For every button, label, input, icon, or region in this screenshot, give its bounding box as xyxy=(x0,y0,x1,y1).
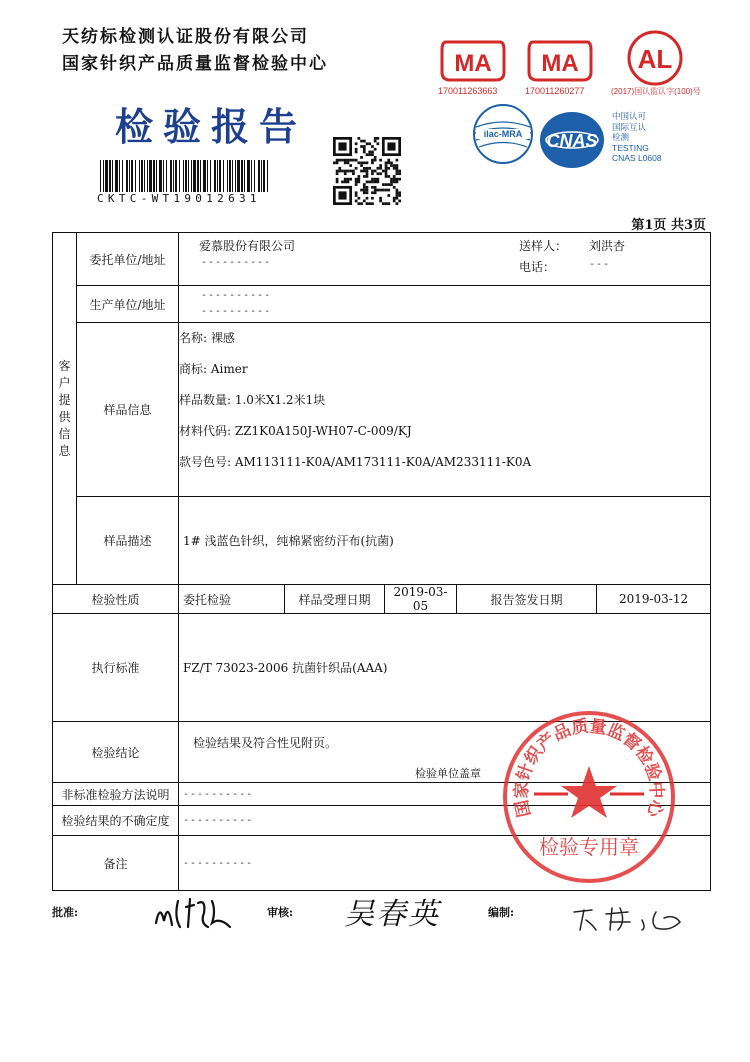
report-title: 检验报告 xyxy=(115,104,308,149)
client-group-char: 提 xyxy=(58,392,71,407)
sample-quantity: 样品数量: 1.0米X1.2米1块 xyxy=(179,393,326,407)
remarks-label: 备注 xyxy=(53,836,179,891)
producer-label: 生产单位/地址 xyxy=(77,286,179,323)
sample-desc-row xyxy=(53,497,711,585)
phone-label: 电话： xyxy=(519,260,556,274)
receipt-date-label: 样品受理日期 xyxy=(285,585,385,614)
approver-signature xyxy=(150,893,238,933)
standard-row xyxy=(53,614,711,722)
remarks-value: ---------- xyxy=(179,836,711,891)
review-label: 审核: xyxy=(267,906,294,919)
client-group-char: 信 xyxy=(58,426,71,441)
cnas-caption xyxy=(612,111,662,164)
producer-line-2: ---------- xyxy=(201,306,272,317)
cnas-caption-line: TESTING xyxy=(612,142,649,153)
reviewer-signature xyxy=(338,890,458,934)
receipt-date: 2019-03-05 xyxy=(385,585,457,614)
seal-bottom-text: 检验专用章 xyxy=(539,835,639,859)
nonstandard-label: 非标准检验方法说明 xyxy=(53,783,179,806)
client-value-cell xyxy=(179,233,711,286)
sample-info-label: 样品信息 xyxy=(77,323,179,497)
sample-brand: 商标: Aimer xyxy=(179,362,248,376)
cnas-logo xyxy=(538,110,608,170)
conclusion-value: 检验结果及符合性见附页。 xyxy=(193,736,338,750)
standard-label: 执行标准 xyxy=(53,614,179,722)
client-group-label xyxy=(53,233,77,585)
nature-value: 委托检验 xyxy=(179,585,285,614)
client-group-char: 息 xyxy=(58,443,71,458)
nature-label: 检验性质 xyxy=(53,585,179,614)
issue-date: 2019-03-12 xyxy=(597,585,711,614)
client-group-char: 客 xyxy=(58,358,71,373)
qr-code xyxy=(333,137,401,205)
sender-label: 送样人： xyxy=(519,239,568,253)
cma-number-2: 170011260277 xyxy=(525,86,585,96)
client-group-text xyxy=(57,358,72,460)
cnas-caption-line: 国际互认 xyxy=(612,121,647,132)
issue-date-label: 报告签发日期 xyxy=(457,585,597,614)
seal-note: 检验单位盖章 xyxy=(415,767,481,780)
official-seal-stamp xyxy=(500,708,678,886)
sample-desc-label: 样品描述 xyxy=(77,497,179,585)
sender-value: 刘洪杏 xyxy=(589,239,626,253)
cal-logo xyxy=(625,28,685,88)
nonstandard-value: ---------- xyxy=(179,783,711,806)
page-indicator: 第1页 共3页 xyxy=(631,218,706,233)
client-label: 委托单位/地址 xyxy=(77,233,179,286)
client-group-char: 供 xyxy=(58,409,71,424)
barcode xyxy=(100,160,270,192)
sample-desc-value: 1# 浅蓝色针织，纯棉紧密纺汗布(抗菌) xyxy=(179,497,711,585)
cma-logo-2 xyxy=(527,38,593,82)
producer-value-cell xyxy=(179,286,711,323)
cma-number-1: 170011263663 xyxy=(438,86,498,96)
client-address: ---------- xyxy=(201,257,272,268)
phone-value: --- xyxy=(589,259,611,270)
client-group-char: 户 xyxy=(58,375,71,390)
cal-logo-text: AL xyxy=(637,44,673,74)
compiler-signature xyxy=(570,902,690,936)
sample-style: 款号色号: AM113111-K0A/AM173111-K0A/AM233111-K0A xyxy=(179,455,532,469)
cnas-caption-line: CNAS L0608 xyxy=(612,153,662,163)
cnas-text: CNAS xyxy=(546,131,598,151)
cal-number: (2017)国认监认字(100)号 xyxy=(611,87,701,96)
client-name: 爱慕股份有限公司 xyxy=(199,239,296,253)
ilac-mra-text: ilac-MRA xyxy=(483,129,523,139)
report-number: CKTC-WT19012631 xyxy=(97,192,261,205)
reviewer-signature-text: 吴春英 xyxy=(344,897,440,932)
sample-name: 名称: 裸感 xyxy=(179,331,235,345)
cnas-caption-line: 中国认可 xyxy=(612,111,647,121)
approve-label: 批准: xyxy=(52,906,79,919)
producer-row xyxy=(53,286,711,323)
standard-value: FZ/T 73023-2006 抗菌针织品(AAA) xyxy=(179,614,711,722)
cma-logo-1-text: MA xyxy=(454,50,492,77)
conclusion-label: 检验结论 xyxy=(53,722,179,783)
producer-line-1: ---------- xyxy=(201,290,272,301)
sample-info-value-cell xyxy=(179,323,711,497)
cma-logo-2-text: MA xyxy=(541,50,579,77)
seal-arc-text: 国家针织产品质量监督检验中心 xyxy=(511,716,667,819)
sample-info-row xyxy=(53,323,711,497)
sample-material-code: 材料代码: ZZ1K0A150J-WH07-C-009/KJ xyxy=(179,424,412,438)
ilac-mra-logo xyxy=(472,103,534,165)
compile-label: 编制: xyxy=(488,906,515,919)
nature-row xyxy=(53,585,711,614)
client-row xyxy=(53,233,711,286)
inspection-center-name: 国家针织产品质量监督检验中心 xyxy=(62,54,328,74)
cma-logo-1 xyxy=(440,38,506,82)
uncertainty-label: 检验结果的不确定度 xyxy=(53,806,179,836)
cnas-caption-line: 检测 xyxy=(612,132,630,142)
uncertainty-value: ---------- xyxy=(179,806,711,836)
company-name: 天纺标检测认证股份有限公司 xyxy=(62,27,309,47)
